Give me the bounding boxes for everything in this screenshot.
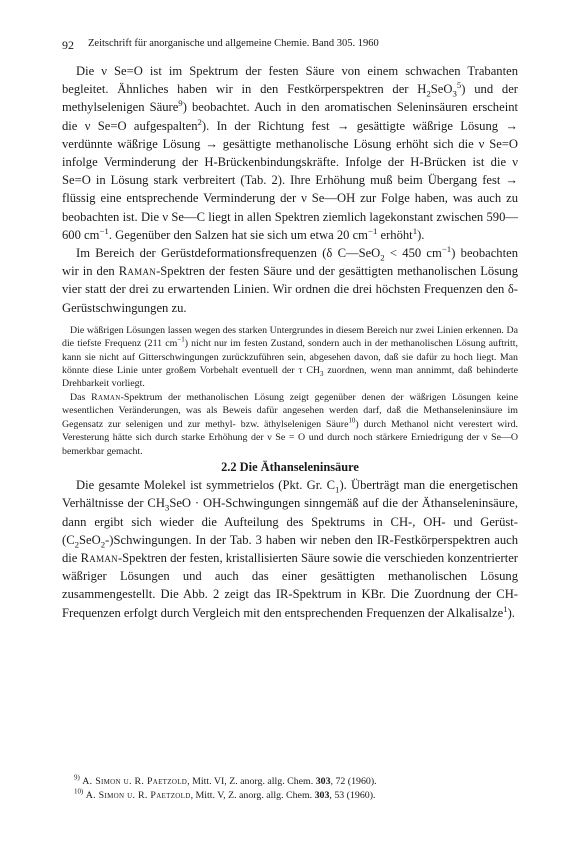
section-heading: 2.2 Die Äthanseleninsäure	[221, 459, 359, 474]
main-text	[62, 62, 518, 622]
running-header	[62, 38, 514, 53]
footnote-ref: 1	[503, 603, 508, 614]
footnote-ref: 5	[456, 80, 462, 91]
footnote-ref: 9	[178, 98, 183, 109]
footnotes	[62, 775, 518, 803]
footnote-9: $^{9)}$ A. Simon u. R. Paetzold, Mitt. VI, Z. anorg. allg. Chem. 303, 72 (1960).	[74, 774, 377, 787]
paragraph-ethane-acid: Die gesamte Molekel ist symmetrielos (Pkt. Gr. $C_1$). Überträgt man die energetischen Verhältnisse der $CH_3SeO$ · OH-Schwingungen sinngemäß auf die der Äthanseleninsäure, dann ergibt sich wieder die Aufteilung des Spektrums in CH-, OH- und Gerüst-$(C_2SeO_2-)Schwingungen$. In der Tab. 3 haben wir neben den IR-Festkörperspektren auch die Raman-Spektren der festen, kristallisierten Säure sowie die verschieden konzentrierter wäßriger Lösungen und auch das einer gesättigten methanolischen Lösung zusammengestellt. Die Abb. 2 zeigt das IR-Spektrum in KBr. Die Zuordnung der CH-Frequenzen erfolgt durch Vergleich mit den entsprechenden Frequenzen der Alkalisalze$^1$).	[62, 478, 518, 620]
small-print-block	[62, 324, 518, 458]
paragraph-se-o-vibration: Die ν Se=O ist im Spektrum der festen Säure von einem schwachen Trabanten begleitet. Ähnliches haben wir in den Festkörperspektren der $H_2SeO_3^5$) und der methylselenigen Säure$^9$) beobachtet. Auch in den aromatischen Seleninsäuren erscheint die ν Se=O aufgespalten$^2$). In der Richtung fest → gesättigte wäßrige Lösung → verdünnte wäßrige Lösung → gesättigte methanolische Lösung erhöht sich die ν Se=O infolge Verminderung der H-Brückenbindungskräfte. Infolge der H-Brücken ist die ν Se=O in Lösung stark verbreitert (Tab. 2). Ihre Erhöhung muß beim Übergang fest → flüssig eine entsprechende Verminderung der ν Se—OH zur Folge haben, was auch zu beobachten ist. Die ν Se—C liegt in allen Spektren ziemlich lagekonstant zwischen 590—600 $cm^{-1}$. Gegenüber den Salzen hat sie sich um etwa 20 $cm^{-1}$ erhöht$^1$).	[62, 64, 519, 242]
footnote-ref: 1	[412, 225, 418, 236]
footnote-10: $^{10)}$ A. Simon u. R. Paetzold, Mitt. V, Z. anorg. allg. Chem. 303, 53 (1960).	[74, 788, 376, 801]
small-paragraph-methanol: Das Raman-Spektrum der methanolischen Lösung zeigt gegenüber denen der wäßrigen Lösungen keine wesentlichen Veränderungen, was als Beweis dafür angesehen werden darf, daß die Methanseleninsäure im Gegensatz zur selenigen und zur methyl- bzw. äthylselenigen Säure$^{10}$) durch Methanol nicht verestert wird. Veresterung hätte sich durch starke Erhöhung der ν Se = O und durch noch stärkere Erniedrigung der ν Se—O bemerkbar gemacht.	[62, 391, 518, 457]
footnote-ref: 10	[348, 417, 356, 425]
paragraph-deformation: Im Bereich der Gerüstdeformationsfrequenzen (δ C—SeO$_2$ < 450 $cm^{-1}$) beobachten wir in den Raman-Spektren der festen Säure und der gesättigten methanolischen Lösung vier statt der drei zu erwartenden Linien. Wir ordnen die drei höchsten Frequenzen den δ-Gerüstschwingungen zu.	[62, 243, 518, 315]
running-title: Zeitschrift für anorganische und allgemeine Chemie. Band 305. 1960	[88, 38, 379, 49]
small-paragraph-aqueous: Die wäßrigen Lösungen lassen wegen des starken Untergrundes in diesem Bereich nur zwei Linien erkennen. Da die tiefste Frequenz (211 $cm^{-1}$) nicht nur im festen Zustand, sondern auch in der methanolischen Lösung auftritt, kann sie nicht auf Gitterschwingungen zurückzuführen sein, abgesehen davon, daß sie dafür zu hoch liegt. Man könnte diese Linie unter großem Vorbehalt eventuell der τ $CH_3$ zuordnen, wenn man annimmt, daß behinderte Drehbarkeit vorliegt.	[62, 324, 519, 390]
footnote-ref: 2	[197, 116, 202, 127]
page-number: 92	[62, 38, 74, 52]
